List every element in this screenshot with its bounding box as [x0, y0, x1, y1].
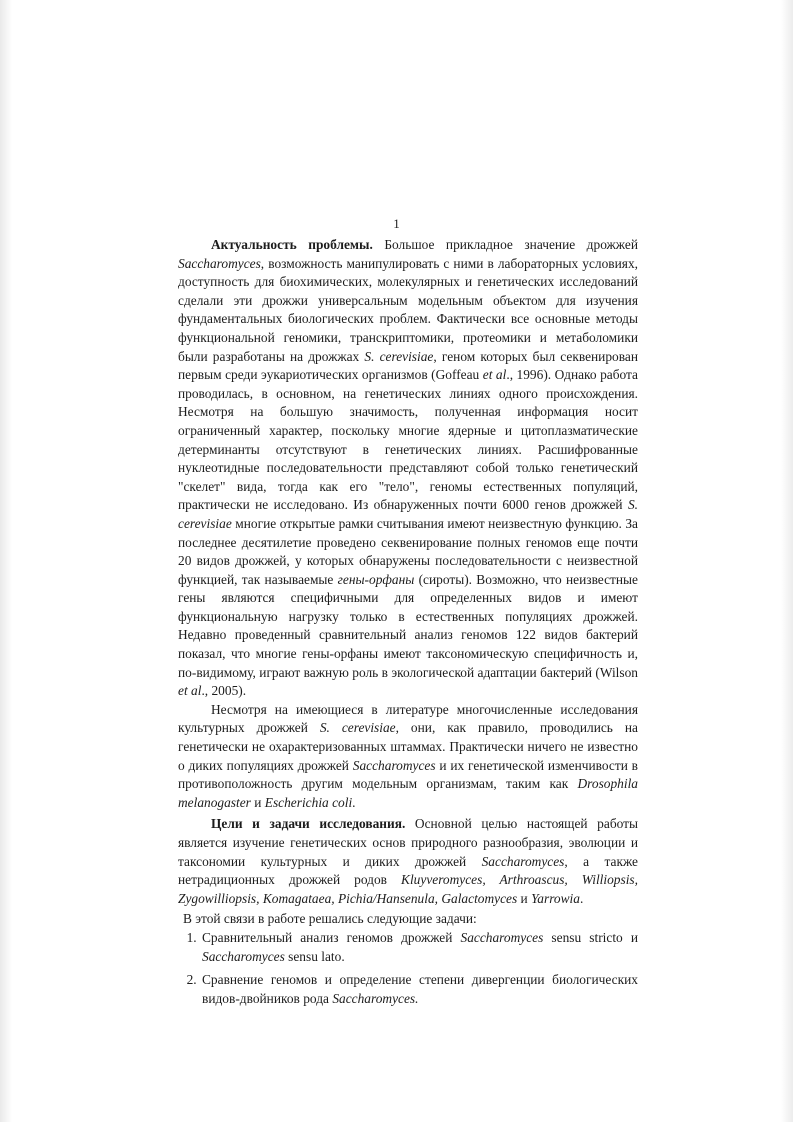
paragraph-actuality-text: Большое прикладное значение дрожжей Saccharomyces, возможность манипулировать с ними в лабораторных условиях, доступность для биохимических, молекулярных и генетических исследований сделали эти дрожжи универсальным модельным объектом для изучения фундаментальных биологических проблем. Фактически все основные методы функциональной геномики, транскриптомики, протеомики и метаболомики были разработаны на дрожжах S. cerevisiae, геном которых был секвенирован первым среди эукариотических организмов (Goffeau et al., 1996). Однако работа проводилась, в основном, на генетических линиях одного происхождения. Несмотря на большую значимость, полученная информация носит ограниченный характер, поскольку многие ядерные и цитоплазматические детерминанты отсутствуют в генетических линиях. Расшифрованные нуклеотидные последовательности представляют собой только генетический "скелет" вида, тогда как его "тело", геномы естественных популяций, практически не исследовано. Из обнаруженных почти 6000 генов дрожжей S. cerevisiae многие открытые рамки считывания имеют неизвестную функцию. За последнее десятилетие проведено секвенирование полных геномов еще почти 20 видов дрожжей, у которых обнаружены последовательности с неизвестной функцией, так называемые гены-орфаны (сироты). Возможно, что неизвестные гены являются специфичными для определенных видов и имеют функциональную нагрузку только в естественных популяциях дрожжей. Недавно проведенный сравнительный анализ геномов 122 видов бактерий показал, что многие гены-орфаны имеют таксономическую специфичность и, по-видимому, играют важную роль в экологической адаптации бактерий (Wilson et al., 2005). — [178, 237, 638, 699]
paragraph-wild-populations: Несмотря на имеющиеся в литературе многочисленные исследования культурных дрожжей S. cerevisiae, они, как правило, проводились на генетически не охарактеризованных штаммах. Практически ничего не известно о диких популяциях дрожжей Saccharomyces и их генетической изменчивости в противоположность другим модельным организмам, таким как Drosophila melanogaster и Escherichia coli. — [178, 701, 639, 810]
task-item: 2. Сравнение геномов и определение степени дивергенции биологических видов-двойников рода Saccharomyces. — [200, 971, 638, 1008]
scan-shadow-right — [781, 0, 793, 1122]
page-number: 1 — [393, 216, 400, 231]
tasks-list — [178, 929, 638, 1008]
heading-goals: Цели и задачи исследования. — [211, 816, 406, 832]
tasks-intro: В этой связи в работе решались следующие задачи: — [183, 911, 477, 927]
paragraph-goals-text: Основной целью настоящей работы является изучение генетических основ природного разнообразия, эволюции и таксономии культурных и диких дрожжей Saccharomyces, а также нетрадиционных дрожжей родов Kluyveromyces, Arthroascus, Williopsis, Zygowilliopsis, Komagataea, Pichia/Hansenula, Galactomyces и Yarrowia. — [178, 816, 638, 906]
paragraph-goals — [178, 815, 638, 908]
scan-shadow-left — [0, 0, 12, 1122]
heading-actuality: Актуальность проблемы. — [211, 237, 373, 252]
text-body — [178, 236, 638, 1013]
task-item: 1. Сравнительный анализ геномов дрожжей Saccharomyces sensu stricto и Saccharomyces sensu lato. — [200, 929, 638, 966]
paragraph-actuality — [178, 236, 638, 701]
